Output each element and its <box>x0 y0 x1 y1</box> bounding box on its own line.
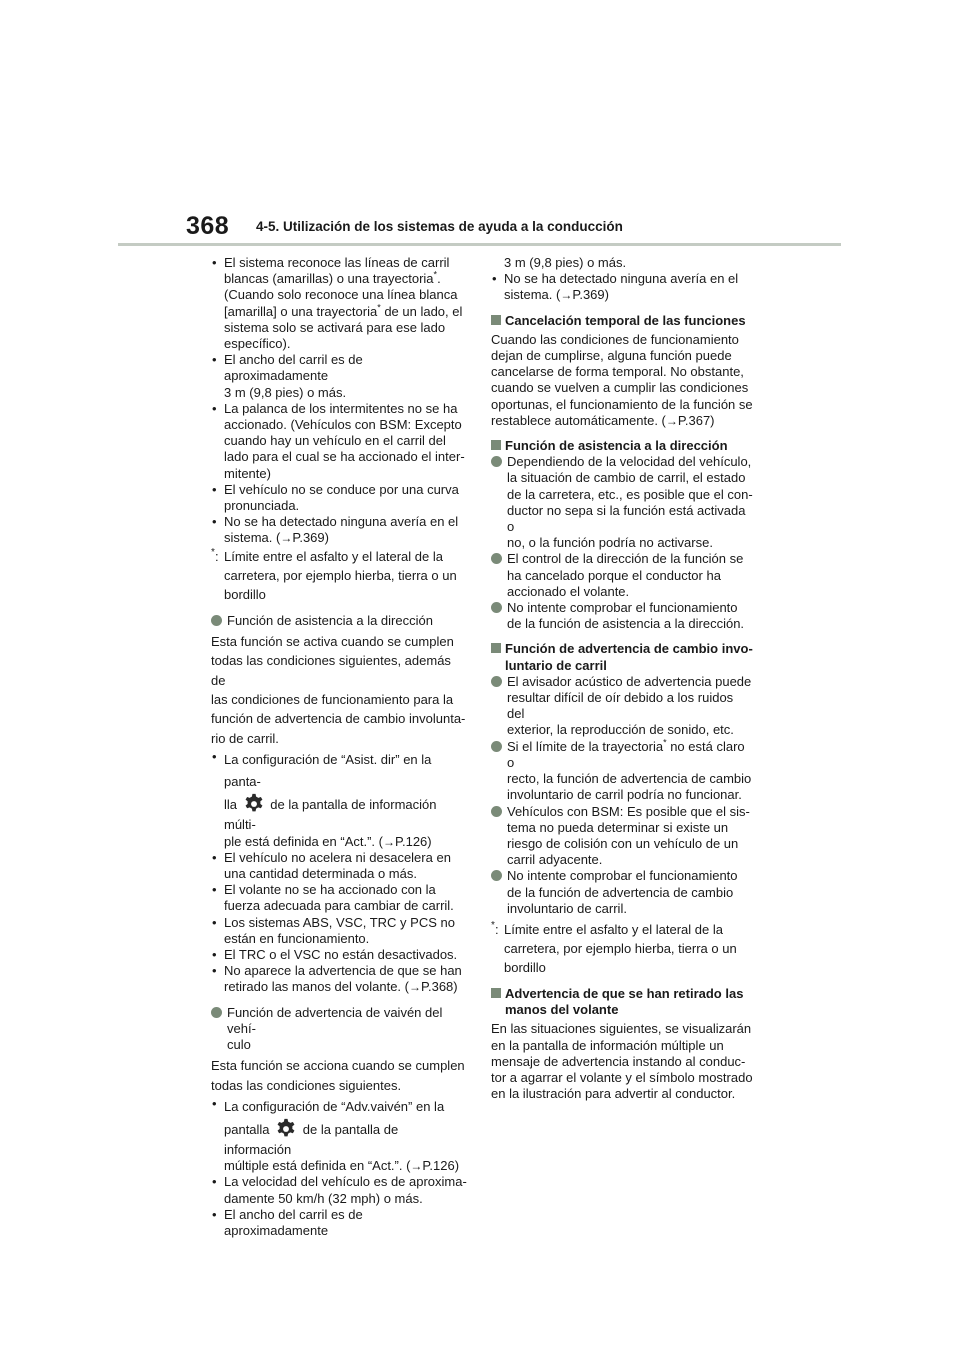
section-title: 4-5. Utilización de los sistemas de ayuda a la conducción <box>256 219 623 234</box>
footnote: * : Límite entre el asfalto y el lateral de la carretera, por ejemplo hierba, tierra o un bordillo <box>211 546 457 602</box>
bullet-dot-icon <box>491 456 502 467</box>
arrow-icon: → <box>560 288 573 303</box>
list-item: • Los sistemas ABS, VSC, TRC y PCS no están en funcionamiento. <box>211 915 467 947</box>
gear-icon <box>275 1118 297 1140</box>
square-bullet-icon <box>491 643 501 653</box>
list-item: • La configuración de “Adv.vaivén” en la pantalla de la pantalla de información múltiple está definida en “Act.”. (→P.126) <box>211 1096 467 1174</box>
bullet-dot-icon <box>491 870 502 881</box>
list-item: • El volante no se ha accionado con la fuerza adecuada para cambiar de carril. <box>211 882 467 914</box>
footnote: * : Límite entre el asfalto y el lateral de la carretera, por ejemplo hierba, tierra o un bordillo <box>491 919 737 975</box>
arrow-icon: → <box>280 531 293 546</box>
right-column <box>491 255 753 1102</box>
bullet-dot-icon <box>491 741 502 752</box>
cancel-text: Cuando las condiciones de funcionamiento dejan de cumplirse, alguna función puede cancelarse de forma temporal. No obstante, cuando se vuelven a cumplir las condiciones oportunas, el funcionamiento de la función se restablece automáticamente. (→P.367) <box>491 331 753 428</box>
header-rule <box>118 243 841 246</box>
footnote-asterisk: * <box>377 302 381 313</box>
page-header <box>0 0 960 250</box>
square-bullet-icon <box>491 440 501 450</box>
bullet-dot-icon <box>211 1007 222 1018</box>
list-item: • El sistema reconoce las líneas de carril blancas (amarillas) o una trayectoria*. (Cuando solo reconoce una línea blanca [amarilla] o una trayectoria* de un lado, el sistema solo se activará para ese lado específico). <box>211 255 467 352</box>
steering-assist-lead: Esta función se activa cuando se cumplen todas las condiciones siguientes, además de las condiciones de funcionamiento para la función de advertencia de cambio involunta- rio de carril. <box>211 633 466 746</box>
hands-off-text: En las situaciones siguientes, se visualizarán en la pantalla de información múltiple un mensaje de advertencia instando al conduc- tor a agarrar el volante y el símbolo mostrado en la ilustración para advertir al conductor. <box>491 1021 753 1102</box>
note-item: Vehículos con BSM: Es posible que el sis- tema no pueda determinar si existe un riesgo de colisión con un vehículo de un carril adyacente. <box>491 804 753 869</box>
list-item: • No aparece la advertencia de que se han retirado las manos del volante. (→P.368) <box>211 963 467 995</box>
sway-warning-lead: Esta función se acciona cuando se cumplen todas las condiciones siguientes. <box>211 1058 465 1093</box>
arrow-icon: → <box>665 413 678 428</box>
note-item: No intente comprobar el funcionamiento de la función de asistencia a la dirección. <box>491 600 753 632</box>
cancel-heading: Cancelación temporal de las funciones <box>491 313 753 329</box>
arrow-icon: → <box>382 834 395 849</box>
arrow-icon: → <box>408 980 421 995</box>
footnote-asterisk: * <box>663 737 667 748</box>
arrow-icon: → <box>410 1159 423 1174</box>
footnote-asterisk: * <box>433 269 438 280</box>
list-item: • El vehículo no se conduce por una curva pronunciada. <box>211 482 467 514</box>
steering-assist-heading: Función de asistencia a la dirección <box>211 613 467 629</box>
square-bullet-icon <box>491 988 501 998</box>
page-number: 368 <box>186 212 230 240</box>
note-item: Si el límite de la trayectoria* no está claro o recto, la función de advertencia de cambio involuntario de carril podría no funcionar. <box>491 739 753 804</box>
list-item: • La configuración de “Asist. dir” en la panta- lla de la pantalla de información múlti- ple está definida en “Act.”. (→P.126) <box>211 749 467 849</box>
list-item: • El ancho del carril es de aproximadamente 3 m (9,8 pies) o más. <box>211 352 467 401</box>
note-item: El control de la dirección de la función se ha cancelado porque el conductor ha accionado el volante. <box>491 551 753 600</box>
bullet-dot-icon <box>491 602 502 613</box>
bullet-dot-icon <box>491 806 502 817</box>
list-item: • El TRC o el VSC no están desactivados. <box>211 947 467 963</box>
bullet-dot-icon <box>491 676 502 687</box>
lane-departure-heading: Función de advertencia de cambio invo- luntario de carril <box>491 641 753 673</box>
list-item: • No se ha detectado ninguna avería en el sistema. (→P.369) <box>491 271 753 303</box>
note-item: Dependiendo de la velocidad del vehículo, la situación de cambio de carril, el estado de la carretera, etc., es posible que el con- ductor no sepa si la función está activada o no, o la función podría no activarse. <box>491 454 753 551</box>
bullet-dot-icon <box>491 553 502 564</box>
list-item: • No se ha detectado ninguna avería en el sistema. (→P.369) <box>211 514 467 546</box>
list-item: • La palanca de los intermitentes no se ha accionado. (Vehículos con BSM: Excepto cuando hay un vehículo en el carril del lado para el cual se ha accionado el inter- mitente) <box>211 401 467 482</box>
note-item: El avisador acústico de advertencia puede resultar difícil de oír debido a los ruidos del exterior, la reproducción de sonido, etc. <box>491 674 753 739</box>
list-item: • La velocidad del vehículo es de aproxima- damente 50 km/h (32 mph) o más. <box>211 1174 467 1206</box>
hands-off-heading: Advertencia de que se han retirado las manos del volante <box>491 986 753 1018</box>
sway-warning-heading: Función de advertencia de vaivén del vehí- culo <box>211 1005 467 1054</box>
square-bullet-icon <box>491 315 501 325</box>
note-item: No intente comprobar el funcionamiento de la función de advertencia de cambio involuntario de carril. <box>491 868 753 917</box>
gear-icon <box>243 793 265 815</box>
steering-assist-heading-2: Función de asistencia a la dirección <box>491 438 753 454</box>
list-item: • El vehículo no acelera ni desacelera en una cantidad determinada o más. <box>211 850 467 882</box>
list-item: • El ancho del carril es de aproximadamente <box>211 1207 467 1239</box>
left-column <box>211 255 467 1239</box>
list-item-continuation: 3 m (9,8 pies) o más. <box>504 255 627 270</box>
bullet-dot-icon <box>211 615 222 626</box>
